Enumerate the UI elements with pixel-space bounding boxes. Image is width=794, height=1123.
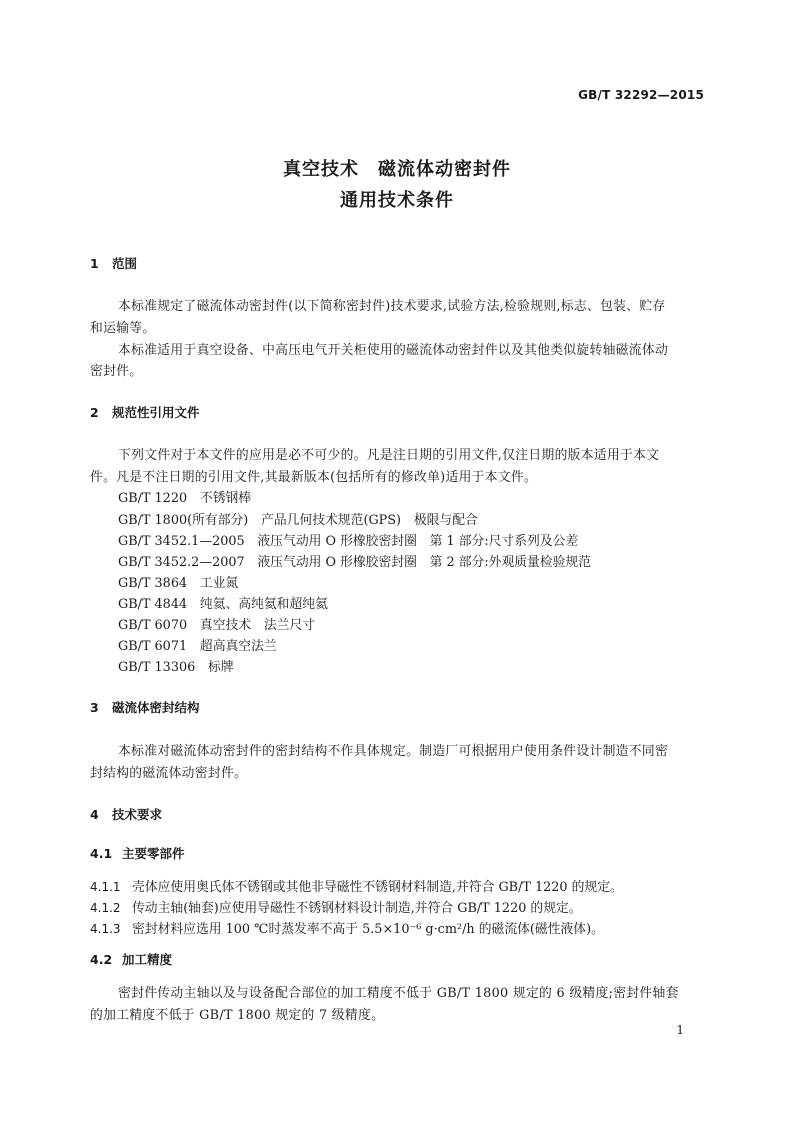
- section-number: 1: [90, 256, 99, 271]
- clause-text: 壳体应使用奥氏体不锈钢或其他非导磁性不锈钢材料制造,并符合 GB/T 1220 的规定。: [132, 880, 623, 895]
- paragraph-line: 和运输等。: [90, 321, 156, 336]
- section-number: 4: [90, 807, 99, 822]
- reference-item: GB/T 3864 工业氮: [118, 576, 239, 591]
- paragraph-line: 本标准适用于真空设备、中高压电气开关柜使用的磁流体动密封件以及其他类似旋转轴磁流体动: [118, 343, 669, 358]
- clause-number: 4.1.3: [90, 922, 121, 936]
- reference-item: GB/T 1800(所有部分) 产品几何技术规范(GPS) 极限与配合: [118, 513, 478, 528]
- document-subtitle: 通用技术条件: [340, 190, 454, 211]
- section-1-heading: [90, 254, 137, 272]
- section-title: 范围: [112, 256, 138, 271]
- section-title: 规范性引用文件: [112, 405, 200, 420]
- reference-item: GB/T 13306 标牌: [118, 660, 234, 675]
- paragraph-line: 密封件。: [90, 364, 143, 379]
- subsection-4-2-heading: [90, 950, 172, 968]
- reference-item: GB/T 6071 超高真空法兰: [118, 639, 277, 654]
- paragraph-line: 本标准对磁流体动密封件的密封结构不作具体规定。制造厂可根据用户使用条件设计制造不同密: [118, 744, 669, 759]
- subsection-4-1-heading: [90, 844, 185, 862]
- clause-text: 传动主轴(轴套)应使用导磁性不锈钢材料设计制造,并符合 GB/T 1220 的规定。: [132, 901, 582, 916]
- paragraph-line: 件。凡是不注日期的引用文件,其最新版本(包括所有的修改单)适用于本文件。: [90, 470, 538, 485]
- paragraph-line: 本标准规定了磁流体动密封件(以下简称密封件)技术要求,试验方法,检验规则,标志、包装、贮存: [118, 299, 666, 314]
- section-number: 4.2: [90, 952, 113, 967]
- clause-item: [90, 897, 582, 916]
- reference-item: GB/T 3452.1—2005 液压气动用 O 形橡胶密封圈 第 1 部分:尺寸系列及公差: [118, 534, 579, 549]
- reference-item: GB/T 6070 真空技术 法兰尺寸: [118, 618, 316, 633]
- reference-item: GB/T 1220 不锈钢棒: [118, 491, 252, 506]
- paragraph-line: 封结构的磁流体动密封件。: [90, 766, 248, 781]
- clause-item: [90, 876, 623, 895]
- paragraph-line: 密封件传动主轴以及与设备配合部位的加工精度不低于 GB/T 1800 规定的 6 级精度;密封件轴套: [118, 986, 679, 1001]
- section-title: 加工精度: [122, 952, 173, 967]
- reference-item: GB/T 3452.2—2007 液压气动用 O 形橡胶密封圈 第 2 部分:外观质量检验规范: [118, 555, 592, 570]
- clause-text: 密封材料应选用 100 ℃时蒸发率不高于 5.5×10⁻⁶ g·cm²/h 的磁流体(磁性液体)。: [132, 922, 604, 937]
- clause-number: 4.1.1: [90, 880, 121, 894]
- section-number: 2: [90, 405, 99, 420]
- clause-number: 4.1.2: [90, 901, 121, 915]
- page-number: 1: [676, 1023, 684, 1037]
- section-2-heading: [90, 403, 200, 421]
- section-number: 3: [90, 700, 99, 715]
- section-title: 技术要求: [112, 807, 163, 822]
- section-title: 主要零部件: [122, 846, 185, 861]
- section-4-heading: [90, 805, 162, 823]
- document-title: 真空技术 磁流体动密封件: [283, 159, 511, 180]
- section-number: 4.1: [90, 846, 113, 861]
- section-title: 磁流体密封结构: [112, 700, 200, 715]
- reference-item: GB/T 4844 纯氦、高纯氦和超纯氦: [118, 597, 328, 612]
- paragraph-line: 下列文件对于本文件的应用是必不可少的。凡是注日期的引用文件,仅注日期的版本适用于本文: [118, 448, 660, 463]
- clause-item: [90, 918, 604, 937]
- section-3-heading: [90, 698, 200, 716]
- standard-code: GB/T 32292—2015: [578, 88, 704, 102]
- paragraph-line: 的加工精度不低于 GB/T 1800 规定的 7 级精度。: [90, 1008, 385, 1023]
